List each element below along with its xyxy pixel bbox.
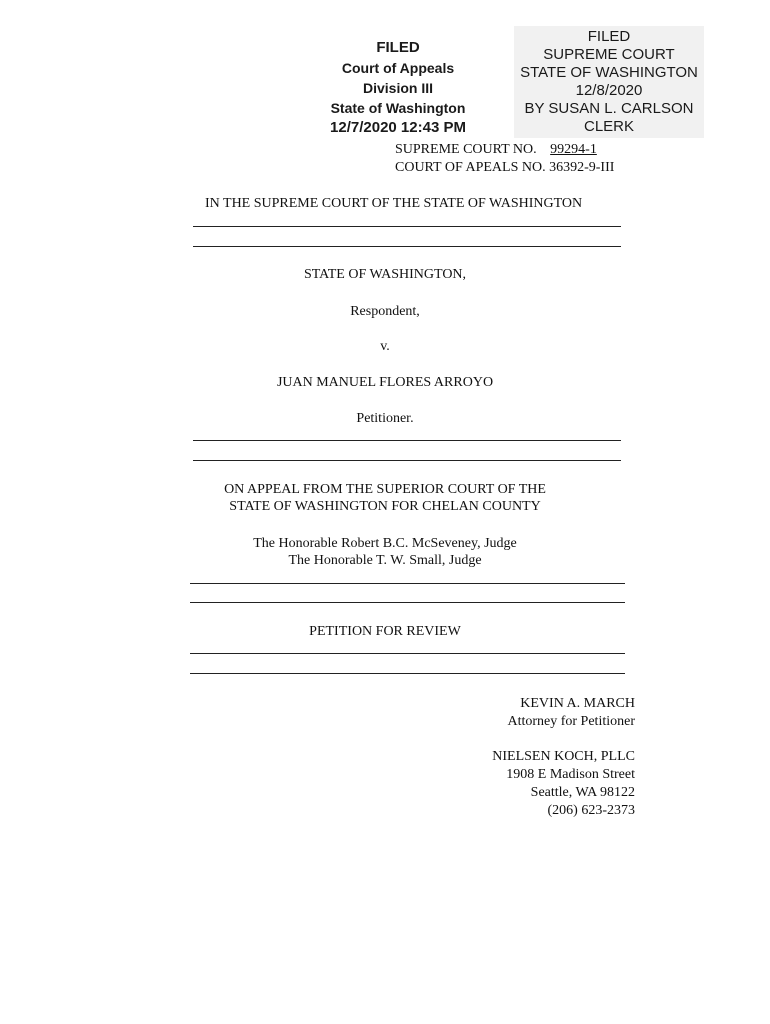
supreme-court-stamp — [514, 26, 704, 138]
supreme-court-number-line — [395, 141, 635, 159]
sc-stamp-court: SUPREME COURT — [543, 46, 675, 63]
coa-stamp-division: Division III — [362, 80, 433, 96]
divider — [190, 653, 625, 654]
appeal-line-2: STATE OF WASHINGTON FOR CHELAN COUNTY — [229, 499, 541, 514]
court-of-appeals-number: COURT OF APEALS NO. 36392-9-III — [395, 160, 615, 175]
document-title: PETITION FOR REVIEW — [309, 624, 461, 639]
coa-stamp-state: State of Washington — [330, 100, 466, 116]
court-of-appeals-stamp — [322, 38, 474, 138]
sc-stamp-date: 12/8/2020 — [575, 82, 643, 99]
judge-2: The Honorable T. W. Small, Judge — [288, 553, 482, 568]
divider — [190, 673, 625, 674]
attorney-name: KEVIN A. MARCH — [520, 696, 635, 711]
firm-phone: (206) 623-2373 — [547, 803, 635, 818]
sc-stamp-clerk: CLERK — [583, 118, 635, 135]
divider — [193, 246, 621, 247]
coa-stamp-datetime: 12/7/2020 12:43 PM — [330, 119, 466, 136]
appeal-line-1: ON APPEAL FROM THE SUPERIOR COURT OF THE — [224, 482, 546, 497]
supreme-court-number-label: SUPREME COURT NO. — [395, 142, 537, 157]
sc-stamp-by: BY SUSAN L. CARLSON — [524, 100, 694, 117]
signature-block — [440, 695, 635, 820]
supreme-court-number: 99294-1 — [550, 142, 597, 157]
divider — [193, 460, 621, 461]
divider — [190, 583, 625, 584]
divider — [193, 226, 621, 227]
firm-city: Seattle, WA 98122 — [530, 785, 635, 800]
petitioner-name: JUAN MANUEL FLORES ARROYO — [276, 375, 494, 390]
sc-stamp-state: STATE OF WASHINGTON — [520, 64, 698, 81]
respondent-role: Respondent, — [350, 304, 420, 319]
sc-stamp-filed: FILED — [587, 28, 631, 45]
versus: v. — [380, 339, 390, 354]
judge-1: The Honorable Robert B.C. McSeveney, Judge — [253, 536, 517, 551]
petitioner-role: Petitioner. — [356, 411, 414, 426]
attorney-role: Attorney for Petitioner — [507, 714, 635, 729]
firm-name: NIELSEN KOCH, PLLC — [492, 749, 635, 764]
respondent-name: STATE OF WASHINGTON, — [303, 267, 467, 282]
court-heading: IN THE SUPREME COURT OF THE STATE OF WASHINGTON — [205, 196, 583, 211]
coa-stamp-filed: FILED — [376, 39, 420, 56]
divider — [193, 440, 621, 441]
coa-stamp-court: Court of Appeals — [341, 60, 455, 76]
case-numbers — [395, 141, 635, 177]
firm-street: 1908 E Madison Street — [506, 767, 635, 782]
spacer — [440, 731, 635, 748]
divider — [190, 602, 625, 603]
